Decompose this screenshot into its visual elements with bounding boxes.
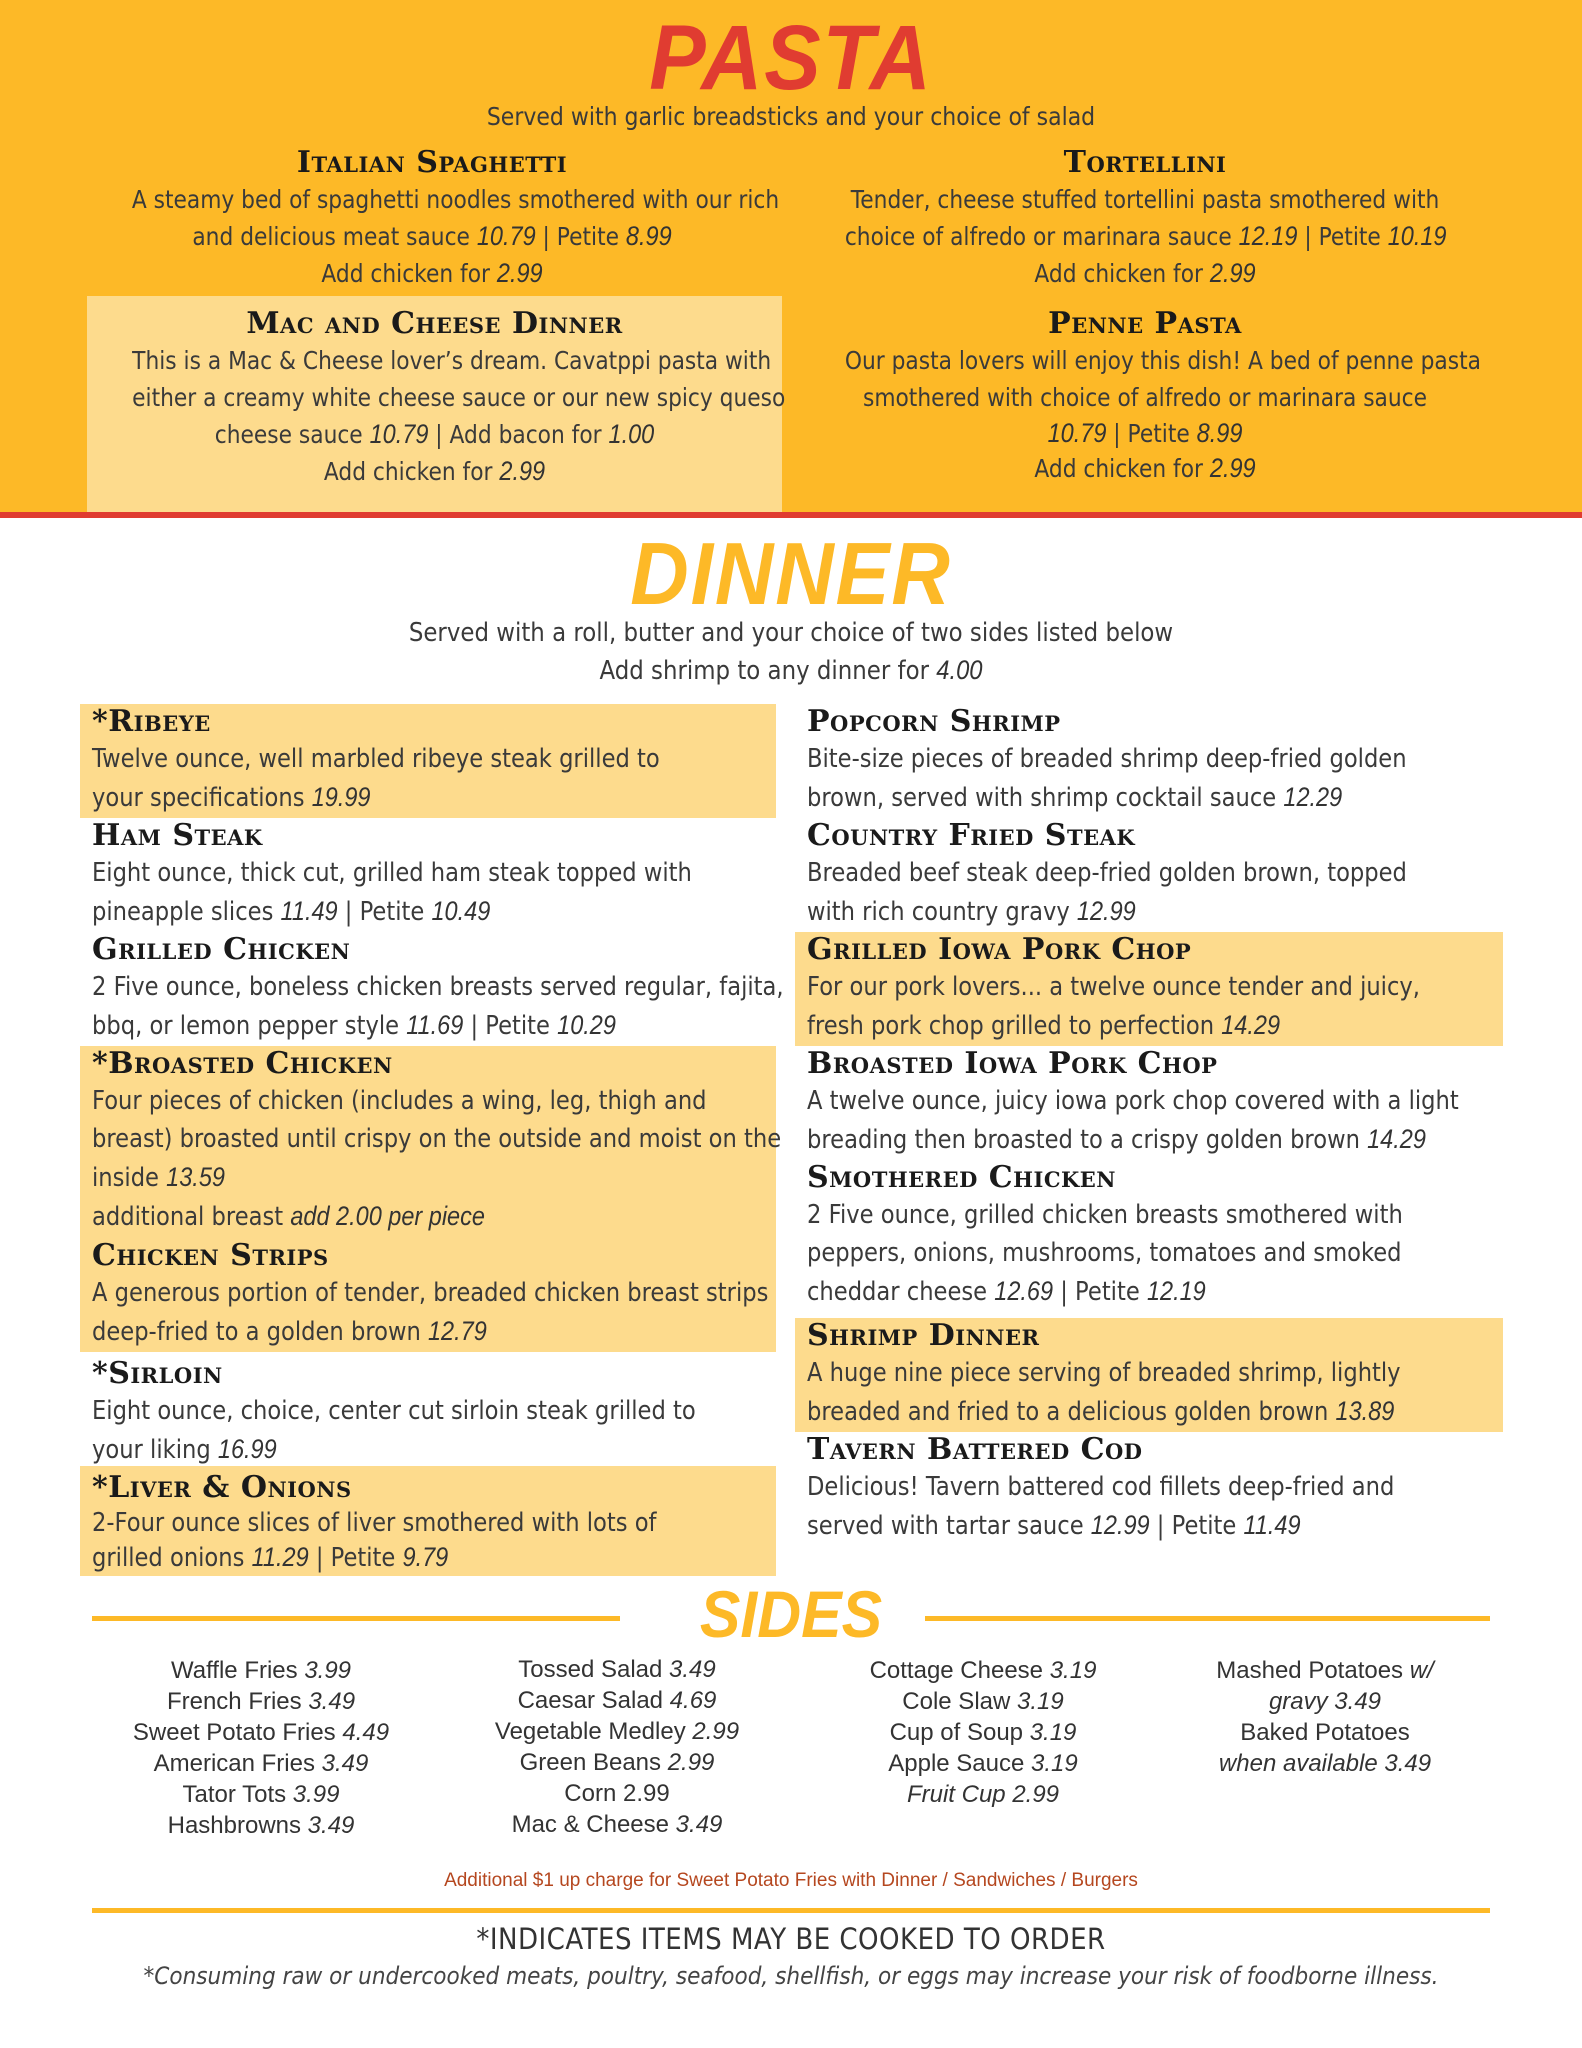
item-description: A steamy bed of spaghetti noodles smothered with our rich <box>131 185 780 214</box>
item-price-line <box>807 778 1413 817</box>
item-text: inside <box>92 1163 167 1193</box>
item-price-line <box>132 416 737 453</box>
side-item <box>452 1809 782 1840</box>
menu-item-grilled-iowa-pork-chop <box>795 932 1503 1046</box>
item-price-line <box>807 1006 1413 1045</box>
item-text: your liking <box>92 1435 218 1465</box>
menu-item-shrimp-dinner <box>795 1318 1503 1432</box>
bacon-price: 1.00 <box>608 419 655 449</box>
item-separator: | Petite <box>1149 1511 1244 1541</box>
sides-column-1 <box>96 1655 426 1841</box>
extra-text: additional breast <box>92 1202 291 1232</box>
item-petite-price: 11.49 <box>1243 1510 1301 1540</box>
side-name: Green Beans <box>519 1749 668 1776</box>
item-name: Smothered Chicken <box>807 1160 1117 1195</box>
item-description: Eight ounce, thick cut, grilled ham steak topped with <box>92 858 692 888</box>
side-item <box>818 1748 1148 1779</box>
item-name: Mac and Cheese Dinner <box>246 306 623 341</box>
item-text: and delicious meat sauce <box>192 222 477 251</box>
item-description: Tender, cheese stuffed tortellini pasta smothered with <box>850 185 1440 214</box>
pasta-title: PASTA <box>649 7 933 109</box>
item-separator: | Petite <box>1053 1277 1147 1307</box>
item-price-line <box>92 1540 687 1575</box>
item-price: 13.59 <box>166 1162 225 1192</box>
side-name: Sweet Potato Fries <box>132 1719 343 1746</box>
item-name: Country Fried Steak <box>807 818 1136 853</box>
item-price-line <box>92 892 687 931</box>
side-name: Hashbrowns <box>167 1812 308 1839</box>
menu-item-tavern-battered-cod <box>795 1432 1503 1545</box>
item-addon <box>845 451 1445 486</box>
side-item <box>96 1779 426 1810</box>
sides-column-2 <box>452 1654 782 1840</box>
item-separator: | Add bacon for <box>428 420 609 449</box>
menu-item-penne-pasta <box>800 306 1490 486</box>
item-price-line <box>92 1006 687 1045</box>
item-text: cheese sauce <box>214 420 370 449</box>
side-item <box>452 1685 782 1716</box>
item-text: grilled onions <box>92 1543 252 1573</box>
item-name: Chicken Strips <box>92 1238 329 1273</box>
menu-item-country-fried-steak <box>795 818 1503 931</box>
item-price-line <box>132 218 732 255</box>
item-text: breaded and fried to a delicious golden brown <box>807 1397 1336 1427</box>
addon-text: Add chicken for <box>321 259 497 288</box>
item-description: peppers, onions, mushrooms, tomatoes and smoked <box>807 1238 1402 1268</box>
item-name: *Broasted Chicken <box>92 1046 393 1081</box>
sides-column-4 <box>1160 1655 1490 1779</box>
item-price-line <box>92 778 687 817</box>
item-description: Our pasta lovers will enjoy this dish! A bed of penne pasta <box>844 346 1481 375</box>
side-item <box>818 1686 1148 1717</box>
item-name: Popcorn Shrimp <box>807 704 1061 739</box>
item-price-line <box>807 1120 1426 1159</box>
item-separator: | Petite <box>535 222 626 251</box>
item-price: 12.79 <box>427 1316 487 1346</box>
addon-text: Add chicken for <box>323 457 500 486</box>
item-addon <box>845 255 1445 292</box>
side-name: Baked Potatoes <box>1240 1719 1410 1746</box>
item-price: 13.89 <box>1335 1396 1395 1426</box>
item-price-line <box>845 218 1445 255</box>
item-description: Twelve ounce, well marbled ribeye steak grilled to <box>92 744 660 774</box>
item-description: This is a Mac & Cheese lover’s dream. Cavatppi pasta with <box>132 346 772 375</box>
menu-item-sirloin <box>80 1356 776 1469</box>
menu-item-popcorn-shrimp <box>795 704 1503 817</box>
side-name: Cup of Soup <box>889 1719 1030 1746</box>
item-description: 2 Five ounce, grilled chicken breasts smothered with <box>807 1200 1403 1230</box>
side-item <box>452 1654 782 1685</box>
dinner-subtitle: Served with a roll, butter and your choice of two sides listed below <box>408 618 1174 648</box>
side-price: 3.19 <box>1017 1688 1064 1715</box>
item-description: Bite-size pieces of breaded shrimp deep-fried golden <box>807 744 1407 774</box>
side-name: Cole Slaw <box>902 1688 1017 1715</box>
item-addon <box>132 255 732 292</box>
side-item <box>96 1748 426 1779</box>
item-description: For our pork lovers... a twelve ounce tender and juicy, <box>807 972 1420 1002</box>
side-price: 2.99 <box>667 1749 715 1776</box>
item-name: *Liver & Onions <box>92 1470 352 1505</box>
item-name: *Sirloin <box>92 1356 223 1391</box>
item-price: 14.29 <box>1367 1124 1426 1154</box>
dinner-title: DINNER <box>630 524 952 623</box>
side-item <box>1160 1655 1490 1686</box>
menu-item-ham-steak <box>80 818 776 931</box>
item-price: 10.79 <box>1047 418 1107 448</box>
addon-price: 2.99 <box>1209 258 1256 288</box>
side-name: Tossed Salad <box>518 1656 670 1683</box>
item-price: 12.69 <box>994 1276 1054 1306</box>
side-name: Mashed Potatoes <box>1216 1657 1410 1684</box>
item-description: Breaded beef steak deep-fried golden brown, topped <box>807 858 1407 888</box>
addon-text: Add chicken for <box>1034 259 1210 288</box>
extra-price: add 2.00 per piece <box>290 1201 485 1231</box>
item-price: 12.99 <box>1090 1510 1150 1540</box>
item-name: Grilled Iowa Pork Chop <box>807 932 1192 967</box>
side-price: 3.49 <box>675 1811 723 1838</box>
menu-item-mac-and-cheese-dinner <box>87 296 786 512</box>
menu-item-smothered-chicken <box>795 1160 1503 1311</box>
item-price: 16.99 <box>217 1434 277 1464</box>
item-description: A huge nine piece serving of breaded shrimp, lightly <box>807 1358 1401 1388</box>
item-price-line <box>807 892 1413 931</box>
side-item <box>818 1655 1148 1686</box>
side-item <box>452 1747 782 1778</box>
addon-price: 4.00 <box>936 655 983 685</box>
side-price: 3.49 <box>669 1656 716 1683</box>
addon-price: 2.99 <box>1209 453 1256 483</box>
footer-divider <box>92 1908 1490 1913</box>
item-text: brown, served with shrimp cocktail sauce <box>807 783 1284 813</box>
side-price: 3.49 <box>307 1812 355 1839</box>
side-item <box>452 1716 782 1747</box>
item-price: 11.29 <box>251 1542 309 1572</box>
item-text: bbq, or lemon pepper style <box>92 1011 407 1041</box>
menu-item-chicken-strips <box>80 1238 776 1351</box>
side-price: 3.99 <box>304 1657 352 1684</box>
item-name: Italian Spaghetti <box>296 145 568 180</box>
item-description: A generous portion of tender, breaded chicken breast strips <box>92 1278 769 1308</box>
side-name: Cottage Cheese <box>869 1657 1050 1684</box>
side-name: Apple Sauce <box>888 1750 1032 1777</box>
item-description: Delicious! Tavern battered cod fillets deep-fried and <box>807 1472 1395 1502</box>
item-addon <box>132 453 737 490</box>
sides-title: SIDES <box>699 1577 883 1651</box>
menu-item-ribeye <box>80 704 776 818</box>
item-separator: | Petite <box>1106 419 1197 448</box>
item-name: Tavern Battered Cod <box>807 1432 1143 1467</box>
item-separator: | Petite <box>463 1011 558 1041</box>
addon-price: 2.99 <box>496 258 543 288</box>
side-price: w/ <box>1409 1657 1434 1684</box>
item-price: 10.79 <box>476 221 536 251</box>
side-item <box>818 1779 1148 1810</box>
item-petite-price: 10.49 <box>431 896 491 926</box>
item-petite-price: 8.99 <box>625 221 672 251</box>
sides-column-3 <box>818 1655 1148 1810</box>
side-name: American Fries <box>153 1750 322 1777</box>
item-text: with rich country gravy <box>807 897 1077 927</box>
item-petite-price: 10.29 <box>557 1010 616 1040</box>
side-item <box>96 1655 426 1686</box>
item-price: 12.99 <box>1076 896 1136 926</box>
side-name: Vegetable Medley <box>494 1718 693 1745</box>
item-price-line <box>92 1312 687 1351</box>
side-item <box>1160 1686 1490 1717</box>
item-price: 14.29 <box>1221 1010 1281 1040</box>
item-name: Penne Pasta <box>1048 306 1242 341</box>
side-item <box>452 1778 782 1809</box>
item-price: 10.79 <box>369 419 429 449</box>
item-price: 12.29 <box>1283 782 1343 812</box>
side-name: French Fries <box>166 1688 309 1715</box>
addon-price: 2.99 <box>499 456 546 486</box>
item-separator: | Petite <box>308 1543 403 1573</box>
item-name: Tortellini <box>1063 145 1227 180</box>
menu-item-grilled-chicken <box>80 932 784 1045</box>
side-price: 2.99 <box>692 1718 740 1745</box>
item-price-line <box>92 1430 687 1469</box>
item-price-line <box>807 1392 1413 1431</box>
item-text: deep-fried to a golden brown <box>92 1317 428 1347</box>
item-price-line <box>845 416 1445 451</box>
item-text: pineapple slices <box>92 897 281 927</box>
item-text: fresh pork chop grilled to perfection <box>807 1011 1222 1041</box>
item-name: Grilled Chicken <box>92 932 351 967</box>
side-item <box>96 1810 426 1841</box>
item-description: 2-Four ounce slices of liver smothered with lots of <box>92 1508 657 1538</box>
item-description: either a creamy white cheese sauce or our new spicy queso <box>132 383 786 412</box>
side-item <box>1160 1717 1490 1748</box>
side-item <box>818 1717 1148 1748</box>
item-separator: | Petite <box>337 897 432 927</box>
item-price-line <box>92 1158 687 1197</box>
side-price: 3.19 <box>1049 1657 1097 1684</box>
item-separator: | Petite <box>1297 222 1388 251</box>
upcharge-note: Additional $1 up charge for Sweet Potato Fries with Dinner / Sandwiches / Burgers <box>444 1870 1138 1891</box>
item-price: 12.19 <box>1238 221 1298 251</box>
dinner-shrimp-addon <box>95 655 1487 686</box>
side-price: 4.69 <box>669 1687 717 1714</box>
item-text: served with tartar sauce <box>807 1511 1091 1541</box>
item-price-line <box>807 1272 1413 1311</box>
menu-item-liver-onions <box>80 1466 776 1576</box>
foodborne-illness-warning: *Consuming raw or undercooked meats, poultry, seafood, shellfish, or eggs may increase your risk of foodborne illness. <box>143 1962 1439 1990</box>
item-description: Eight ounce, choice, center cut sirloin steak grilled to <box>92 1396 696 1426</box>
item-name: Ham Steak <box>92 818 263 853</box>
side-price: 3.99 <box>292 1781 340 1808</box>
menu-item-italian-spaghetti <box>87 145 780 292</box>
pasta-subtitle: Served with garlic breadsticks and your choice of salad <box>486 102 1096 131</box>
item-description: breast) broasted until crispy on the outside and moist on the <box>92 1124 782 1154</box>
cooked-to-order-note: *INDICATES ITEMS MAY BE COOKED TO ORDER <box>476 1922 1106 1956</box>
item-text: your specifications <box>92 783 312 813</box>
item-text: breading then broasted to a crispy golden brown <box>807 1125 1368 1155</box>
item-name: *Ribeye <box>92 704 211 739</box>
side-item <box>96 1686 426 1717</box>
side-price: 3.19 <box>1029 1719 1077 1746</box>
side-price: when available 3.49 <box>1218 1750 1432 1777</box>
side-name: Corn 2.99 <box>564 1780 670 1807</box>
item-price-line <box>807 1506 1413 1545</box>
addon-text: Add chicken for <box>1034 454 1210 483</box>
item-petite-price: 12.19 <box>1146 1276 1206 1306</box>
item-text: choice of alfredo or marinara sauce <box>844 222 1239 251</box>
side-name: Mac & Cheese <box>511 1811 676 1838</box>
item-petite-price: 10.19 <box>1387 221 1447 251</box>
side-name: Waffle Fries <box>170 1657 305 1684</box>
side-name: Caesar Salad <box>517 1687 670 1714</box>
menu-item-tortellini <box>800 145 1490 292</box>
side-price: gravy 3.49 <box>1268 1688 1382 1715</box>
menu-item-broasted-chicken <box>80 1046 782 1236</box>
item-petite-price: 9.79 <box>402 1542 449 1572</box>
item-price: 19.99 <box>311 782 371 812</box>
item-description: 2 Five ounce, boneless chicken breasts served regular, fajita, <box>92 972 784 1002</box>
item-description: A twelve ounce, juicy iowa pork chop covered with a light <box>807 1086 1459 1116</box>
side-price: 4.49 <box>342 1719 390 1746</box>
addon-text: Add shrimp to any dinner for <box>599 656 937 686</box>
item-petite-price: 8.99 <box>1196 418 1243 448</box>
menu-item-broasted-iowa-pork-chop <box>795 1046 1503 1159</box>
item-name: Shrimp Dinner <box>807 1318 1040 1353</box>
item-description: Four pieces of chicken (includes a wing, leg, thigh and <box>92 1086 707 1116</box>
side-price: 3.49 <box>308 1688 356 1715</box>
item-name: Broasted Iowa Pork Chop <box>807 1046 1218 1081</box>
pasta-section <box>0 0 1582 518</box>
item-description: smothered with choice of alfredo or marinara sauce <box>862 383 1428 412</box>
item-text: cheddar cheese <box>807 1277 995 1307</box>
side-price: 3.19 <box>1031 1750 1078 1777</box>
item-price: 11.49 <box>280 896 338 926</box>
side-item <box>1160 1748 1490 1779</box>
item-extra <box>92 1197 687 1236</box>
side-name: Tator Tots <box>182 1781 293 1808</box>
side-price: Fruit Cup 2.99 <box>906 1781 1060 1808</box>
side-item <box>96 1717 426 1748</box>
item-price: 11.69 <box>406 1010 464 1040</box>
side-price: 3.49 <box>321 1750 369 1777</box>
